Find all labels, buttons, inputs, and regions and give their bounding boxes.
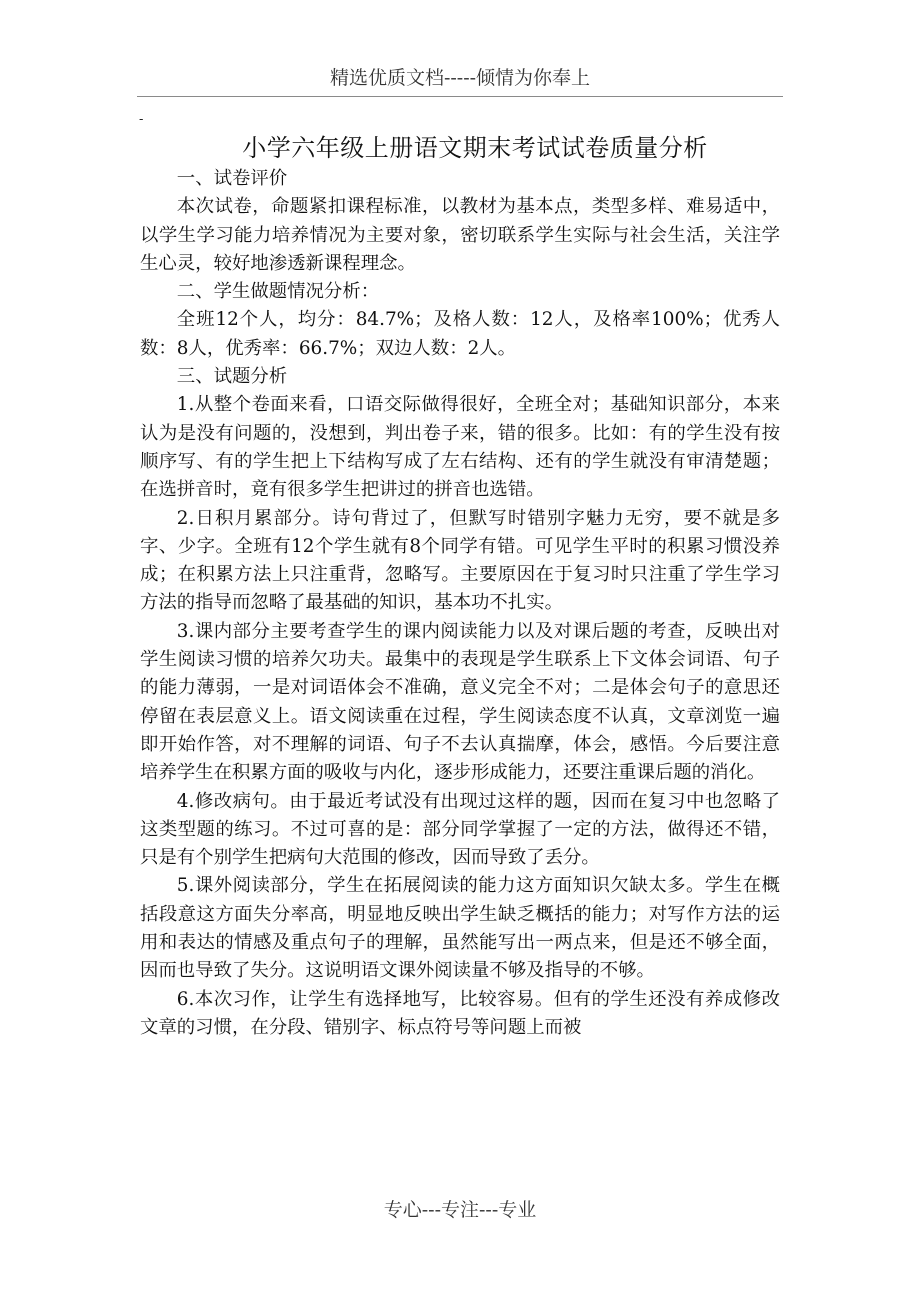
document-title: 小学六年级上册语文期末考试试卷质量分析 (242, 134, 708, 162)
paragraph-evaluation: 本次试卷，命题紧扣课程标准，以教材为基本点，类型多样、难易适中，以学生学习能力培养情况为主要对象，密切联系学生实际与社会生活，关注学生心灵，较好地渗透新课程理念。 (140, 196, 780, 274)
paragraph-item-4: 4.修改病句。由于最近考试没有出现过这样的题，因而在复习中也忽略了这类型题的练习。不过可喜的是：部分同学掌握了一定的方法，做得还不错，只是有个别学生把病句大范围的修改，因而导致了丢分。 (140, 790, 780, 869)
section-heading-student-analysis: 二、学生做题情况分析： (176, 281, 380, 303)
stray-mark: - (139, 112, 144, 127)
document-body (140, 165, 780, 1042)
paragraph-item-2: 2.日积月累部分。诗句背过了，但默写时错别字魅力无穷，要不就是多字、少字。全班有12个学生就有8个同学有错。可见学生平时的积累习惯没养成；在积累方法上只注重背，忽略写。主要原因在于复习时只注重了学生学习方法的指导而忽略了最基础的知识，基本功不扎实。 (140, 507, 780, 614)
paragraph-item-1: 1.从整个卷面来看，口语交际做得很好，全班全对；基础知识部分，本来认为是没有问题的，没想到，判出卷子来，错的很多。比如：有的学生没有按顺序写、有的学生把上下结构写成了左右结构、还有的学生就没有审清楚题；在选拼音时，竟有很多学生把讲过的拼音也选错。 (140, 394, 780, 501)
paragraph-student-stats: 全班12个人，均分：84.7%；及格人数：12人，及格率100%；优秀人数：8人，优秀率：66.7%；双边人数：2人。 (140, 309, 780, 359)
page-footer: 专心---专注---专业 (383, 1199, 537, 1221)
paragraph-item-5: 5.课外阅读部分，学生在拓展阅读的能力这方面知识欠缺太多。学生在概括段意这方面失分率高，明显地反映出学生缺乏概括的能力；对写作方法的运用和表达的情感及重点句子的理解，虽然能写出一两点来，但是还不够全面，因而也导致了失分。这说明语文课外阅读量不够及指导的不够。 (140, 875, 780, 982)
paragraph-item-6: 6.本次习作，让学生有选择地写，比较容易。但有的学生还没有养成修改文章的习惯，在分段、错别字、标点符号等问题上而被 (140, 988, 780, 1038)
section-heading-question-analysis: 三、试题分析 (176, 366, 288, 388)
paragraph-item-3: 3.课内部分主要考查学生的课内阅读能力以及对课后题的考查，反映出对学生阅读习惯的培养欠功夫。最集中的表现是学生联系上下文体会词语、句子的能力薄弱，一是对词语体会不准确，意义完全不对；二是体会句子的意思还停留在表层意义上。语文阅读重在过程，学生阅读态度不认真，文章浏览一遍即开始作答，对不理解的词语、句子不去认真揣摩，体会，感悟。今后要注意培养学生在积累方面的吸收与内化，逐步形成能力，还要注重课后题的消化。 (140, 620, 780, 784)
section-heading-evaluation: 一、试卷评价 (176, 168, 288, 189)
page-header: 精选优质文档-----倾情为你奉上 (137, 64, 783, 97)
